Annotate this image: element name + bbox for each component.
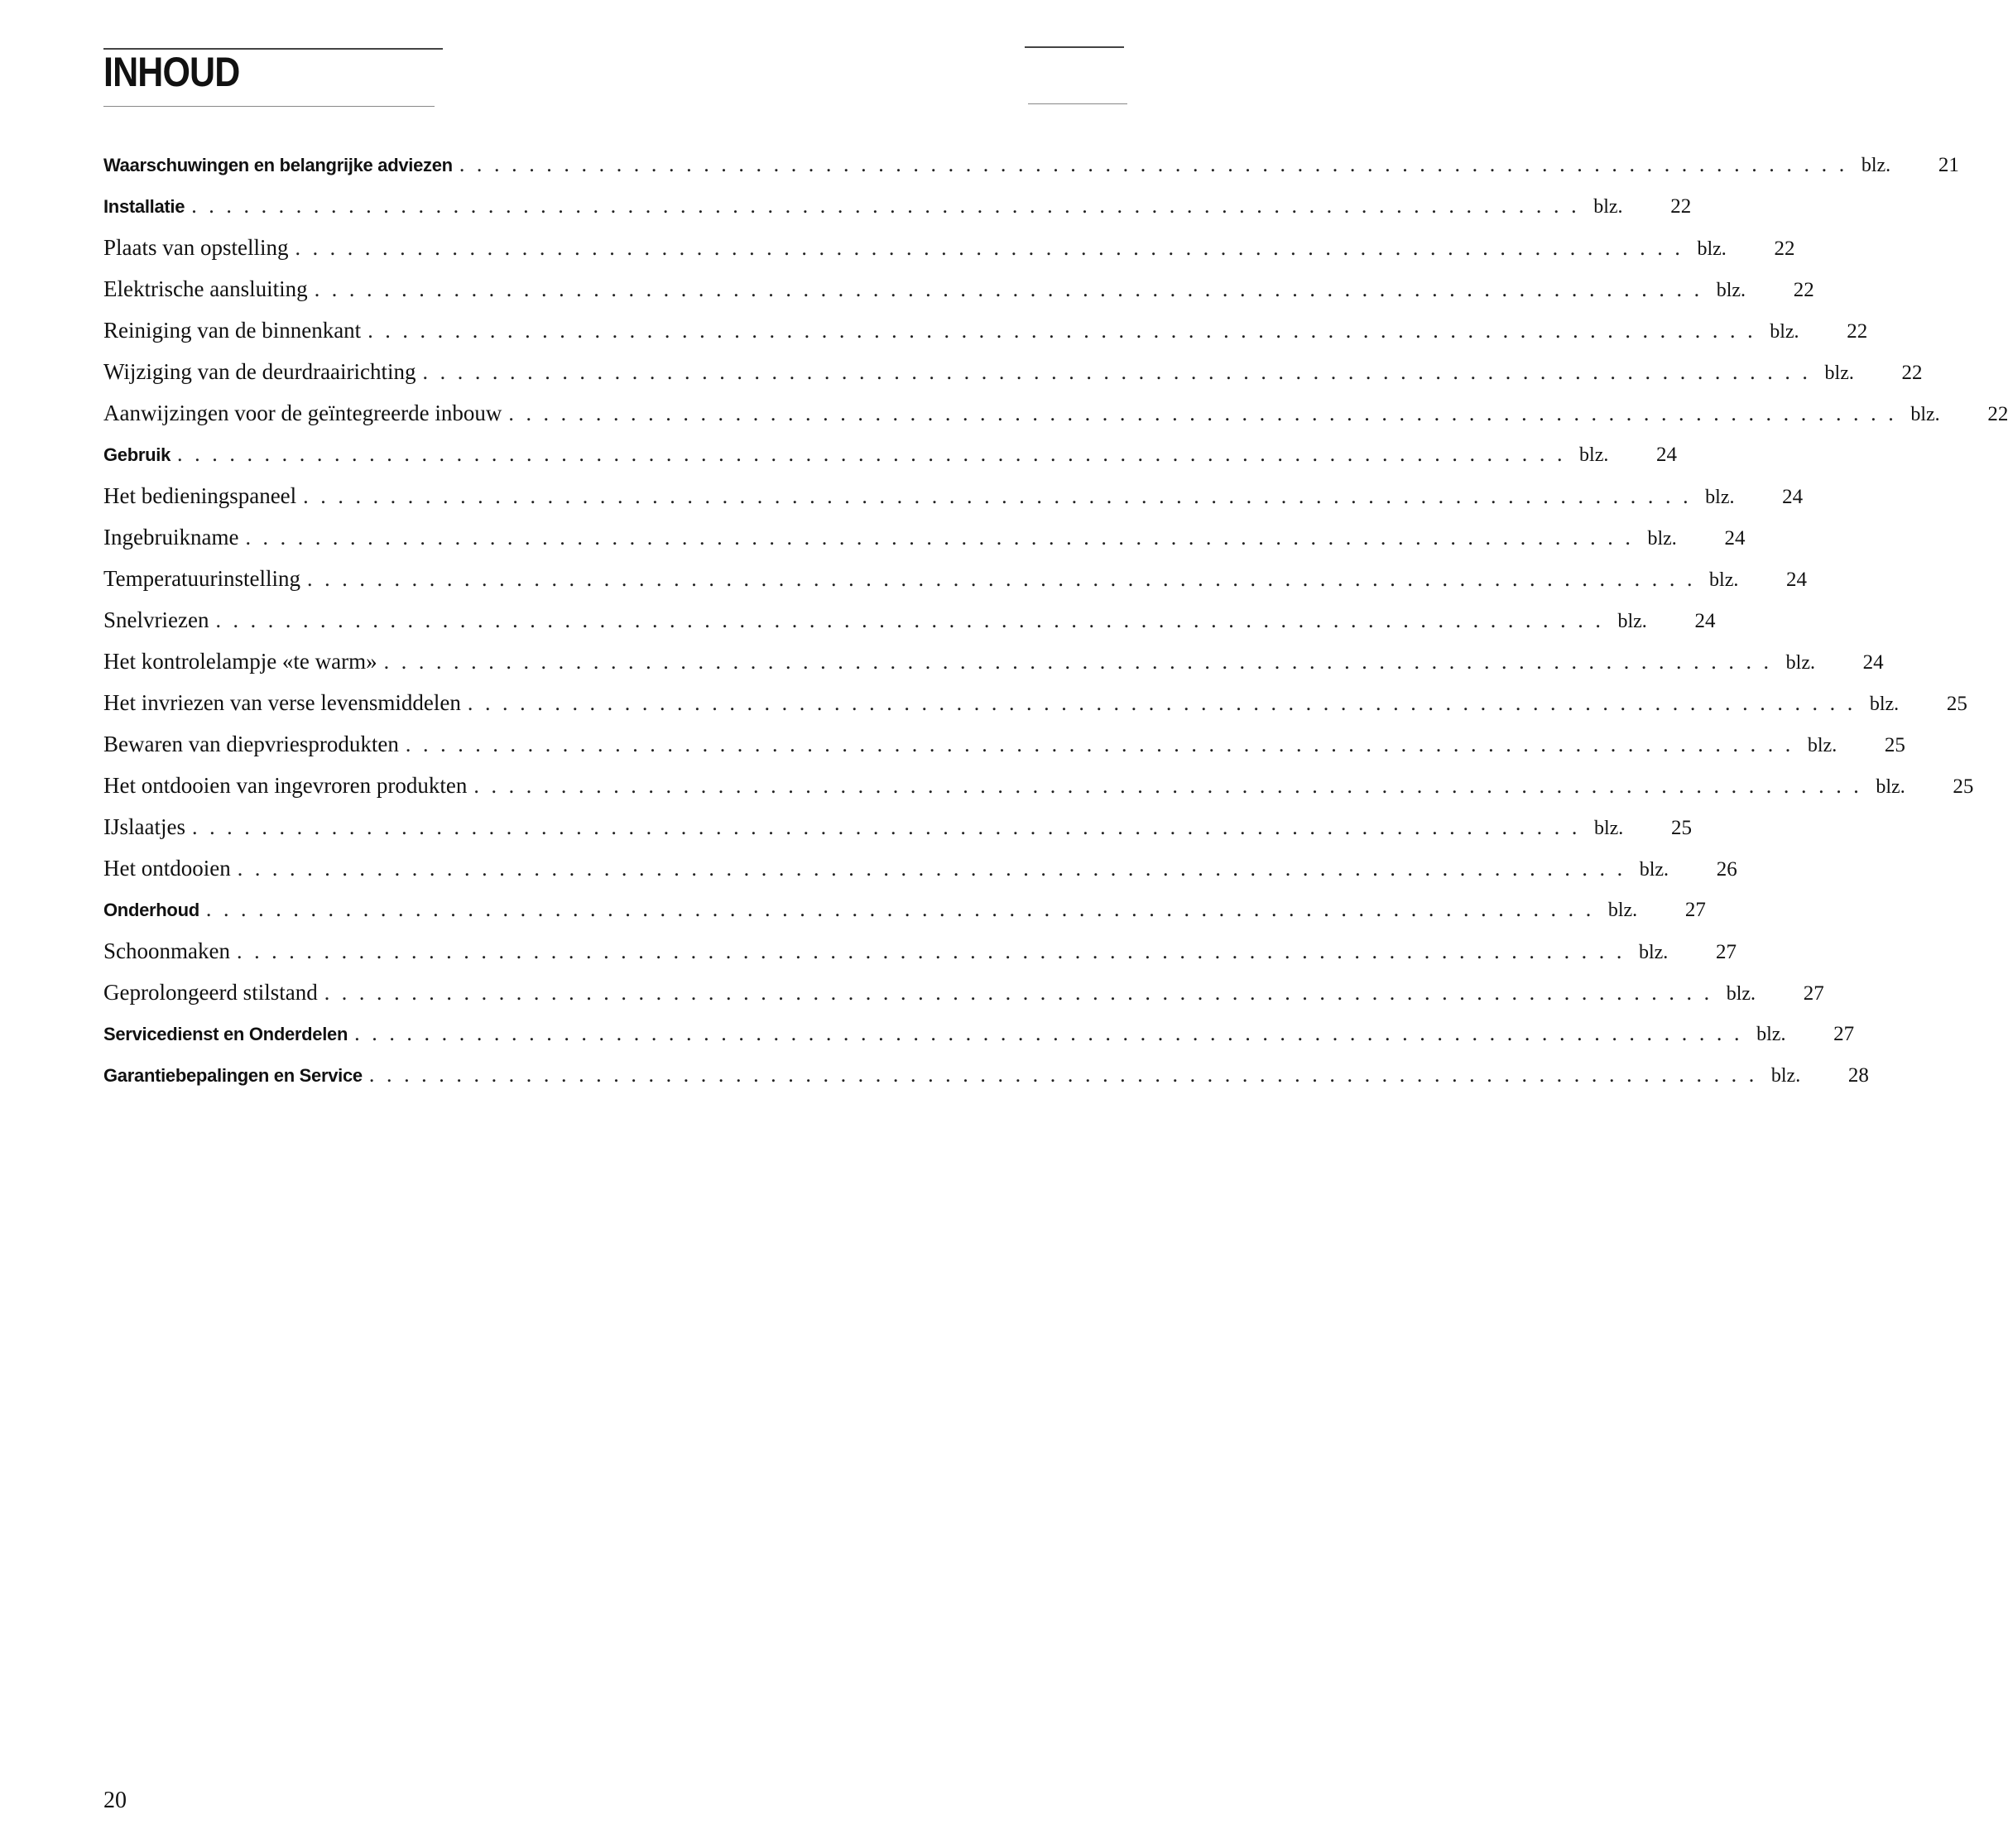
- toc-page-number: 22: [1670, 195, 1692, 218]
- page-abbreviation: blz.: [1705, 487, 1735, 508]
- dot-leader: ................................................................................: [295, 236, 1693, 260]
- page-abbreviation: blz.: [1617, 611, 1647, 632]
- toc-entry-label: IJslaatjes: [103, 814, 185, 839]
- toc-page-number: 22: [1987, 403, 2008, 425]
- toc-entry: [103, 641, 1884, 682]
- toc-entry-label: Bewaren van diepvriesprodukten: [103, 732, 399, 756]
- toc-page-number: 22: [1847, 320, 1868, 343]
- page-abbreviation: blz.: [1638, 942, 1669, 963]
- page-abbreviation: blz.: [1647, 528, 1677, 550]
- toc-section-heading: Waarschuwingen en belangrijke adviezen: [103, 155, 453, 175]
- toc-page-number: 25: [1946, 693, 1967, 715]
- toc-entry-label: Reiniging van de binnenkant: [103, 318, 362, 343]
- toc-page-number: 24: [1786, 569, 1808, 591]
- toc-page-number: 27: [1684, 899, 1706, 921]
- toc-section-heading: Installatie: [103, 196, 185, 217]
- dot-leader: ................................................................................: [473, 774, 1871, 798]
- page-abbreviation: blz.: [1861, 155, 1891, 176]
- dot-leader: ................................................................................: [314, 277, 1712, 301]
- page-abbreviation: blz.: [1593, 196, 1623, 218]
- toc-entry: [103, 599, 1716, 641]
- page-abbreviation: blz.: [1876, 776, 1905, 798]
- page-abbreviation: blz.: [1807, 735, 1837, 756]
- dot-leader: ................................................................................: [177, 442, 1575, 466]
- toc-entry: [103, 558, 1808, 599]
- page-abbreviation: blz.: [1726, 983, 1756, 1005]
- toc-page-number: 27: [1715, 941, 1737, 963]
- dot-leader: ................................................................................: [191, 815, 1589, 839]
- toc-entry-label: Het ontdooien: [103, 856, 231, 881]
- toc-entry-label: Wijziging van de deurdraairichting: [103, 359, 416, 384]
- toc-entry-label: Het kontrolelampje «te warm»: [103, 649, 377, 674]
- page-abbreviation: blz.: [1709, 569, 1739, 591]
- dot-leader: ................................................................................: [405, 732, 1803, 756]
- toc-page-number: 27: [1833, 1023, 1855, 1045]
- toc-entry: [103, 475, 1804, 516]
- toc-page-number: 25: [1953, 775, 1974, 798]
- page-abbreviation: blz.: [1607, 900, 1638, 921]
- dot-leader: ................................................................................: [236, 939, 1634, 963]
- page-abbreviation: blz.: [1593, 818, 1624, 839]
- toc-entry: [103, 310, 1868, 351]
- toc-entry-label: Temperatuurinstelling: [103, 566, 301, 591]
- table-of-contents: [103, 144, 2008, 1096]
- toc-entry: [103, 392, 2008, 434]
- toc-entry: [103, 434, 1678, 475]
- toc-page-number: 24: [1782, 486, 1804, 508]
- dot-leader: ................................................................................: [237, 857, 1635, 881]
- toc-entry-label: Plaats van opstelling: [103, 235, 289, 260]
- toc-entry: [103, 351, 1923, 392]
- toc-entry: [103, 1013, 1855, 1054]
- toc-entry-label: Ingebruikname: [103, 525, 239, 550]
- dot-leader: ................................................................................: [205, 897, 1603, 921]
- dot-leader: ................................................................................: [354, 1021, 1752, 1045]
- dot-leader: ................................................................................: [303, 484, 1701, 508]
- toc-entry-label: Het bedieningspaneel: [103, 483, 297, 508]
- toc-entry: [103, 972, 1824, 1013]
- page-abbreviation: blz.: [1770, 321, 1799, 343]
- toc-entry-label: Schoonmaken: [103, 938, 230, 963]
- toc-page-number: 26: [1716, 858, 1737, 881]
- toc-entry-label: Snelvriezen: [103, 607, 209, 632]
- toc-entry: [103, 516, 1746, 558]
- dot-leader: ................................................................................: [383, 650, 1781, 674]
- toc-page-number: 22: [1901, 362, 1923, 384]
- toc-page-number: 27: [1803, 982, 1824, 1005]
- toc-entry: [103, 227, 1795, 268]
- dot-leader: ................................................................................: [245, 526, 1643, 550]
- title-underline-left: [103, 106, 435, 107]
- toc-page-number: 25: [1884, 734, 1905, 756]
- page-abbreviation: blz.: [1770, 1065, 1801, 1087]
- toc-entry: [103, 723, 1905, 765]
- page-abbreviation: blz.: [1869, 694, 1900, 715]
- toc-section-heading: Servicedienst en Onderdelen: [103, 1024, 348, 1044]
- dot-leader: ................................................................................: [459, 152, 1857, 176]
- toc-entry: [103, 847, 1737, 889]
- dot-leader: ................................................................................: [467, 691, 1865, 715]
- dot-leader: ................................................................................: [307, 567, 1705, 591]
- toc-entry: [103, 682, 1967, 723]
- page-title: INHOUD: [103, 49, 240, 95]
- toc-entry: [103, 1054, 1869, 1096]
- page-abbreviation: blz.: [1697, 238, 1727, 260]
- toc-entry: [103, 930, 1737, 972]
- toc-entry-label: Geprolongeerd stilstand: [103, 980, 318, 1005]
- toc-page-number: 24: [1724, 527, 1746, 550]
- toc-page-number: 24: [1656, 444, 1678, 466]
- dot-leader: ................................................................................: [508, 401, 1906, 425]
- page-number: 20: [103, 1788, 127, 1813]
- dot-leader: ................................................................................: [367, 319, 1765, 343]
- toc-page-number: 28: [1847, 1064, 1869, 1087]
- dot-leader: ................................................................................: [324, 981, 1722, 1005]
- page-abbreviation: blz.: [1579, 444, 1609, 466]
- toc-entry-label: Elektrische aansluiting: [103, 276, 308, 301]
- page-abbreviation: blz.: [1785, 652, 1815, 674]
- toc-page-number: 22: [1774, 238, 1795, 260]
- dot-leader: ................................................................................: [422, 360, 1820, 384]
- dot-leader: ................................................................................: [215, 608, 1613, 632]
- top-rule-right: [1025, 46, 1124, 48]
- toc-section-heading: Garantiebepalingen en Service: [103, 1065, 363, 1086]
- page-abbreviation: blz.: [1910, 404, 1940, 425]
- toc-page-number: 21: [1938, 154, 1959, 176]
- toc-page-number: 25: [1670, 817, 1692, 839]
- title-underline-right: [1028, 103, 1127, 104]
- toc-entry: [103, 765, 1974, 806]
- toc-entry: [103, 185, 1692, 227]
- toc-section-heading: Gebruik: [103, 444, 171, 465]
- toc-page-number: 24: [1862, 651, 1884, 674]
- toc-entry: [103, 144, 1959, 185]
- toc-entry-label: Het invriezen van verse levensmiddelen: [103, 690, 461, 715]
- toc-page-number: 24: [1694, 610, 1716, 632]
- toc-section-heading: Onderhoud: [103, 900, 199, 920]
- toc-entry: [103, 889, 1706, 930]
- page-abbreviation: blz.: [1824, 362, 1854, 384]
- toc-entry: [103, 806, 1692, 847]
- dot-leader: ................................................................................: [191, 194, 1589, 218]
- page-abbreviation: blz.: [1716, 280, 1746, 301]
- page-abbreviation: blz.: [1756, 1024, 1786, 1045]
- toc-entry-label: Aanwijzingen voor de geïntegreerde inbouw: [103, 401, 502, 425]
- toc-page-number: 22: [1793, 279, 1814, 301]
- page-abbreviation: blz.: [1639, 859, 1669, 881]
- dot-leader: ................................................................................: [368, 1063, 1766, 1087]
- toc-entry-label: Het ontdooien van ingevroren produkten: [103, 773, 468, 798]
- toc-entry: [103, 268, 1814, 310]
